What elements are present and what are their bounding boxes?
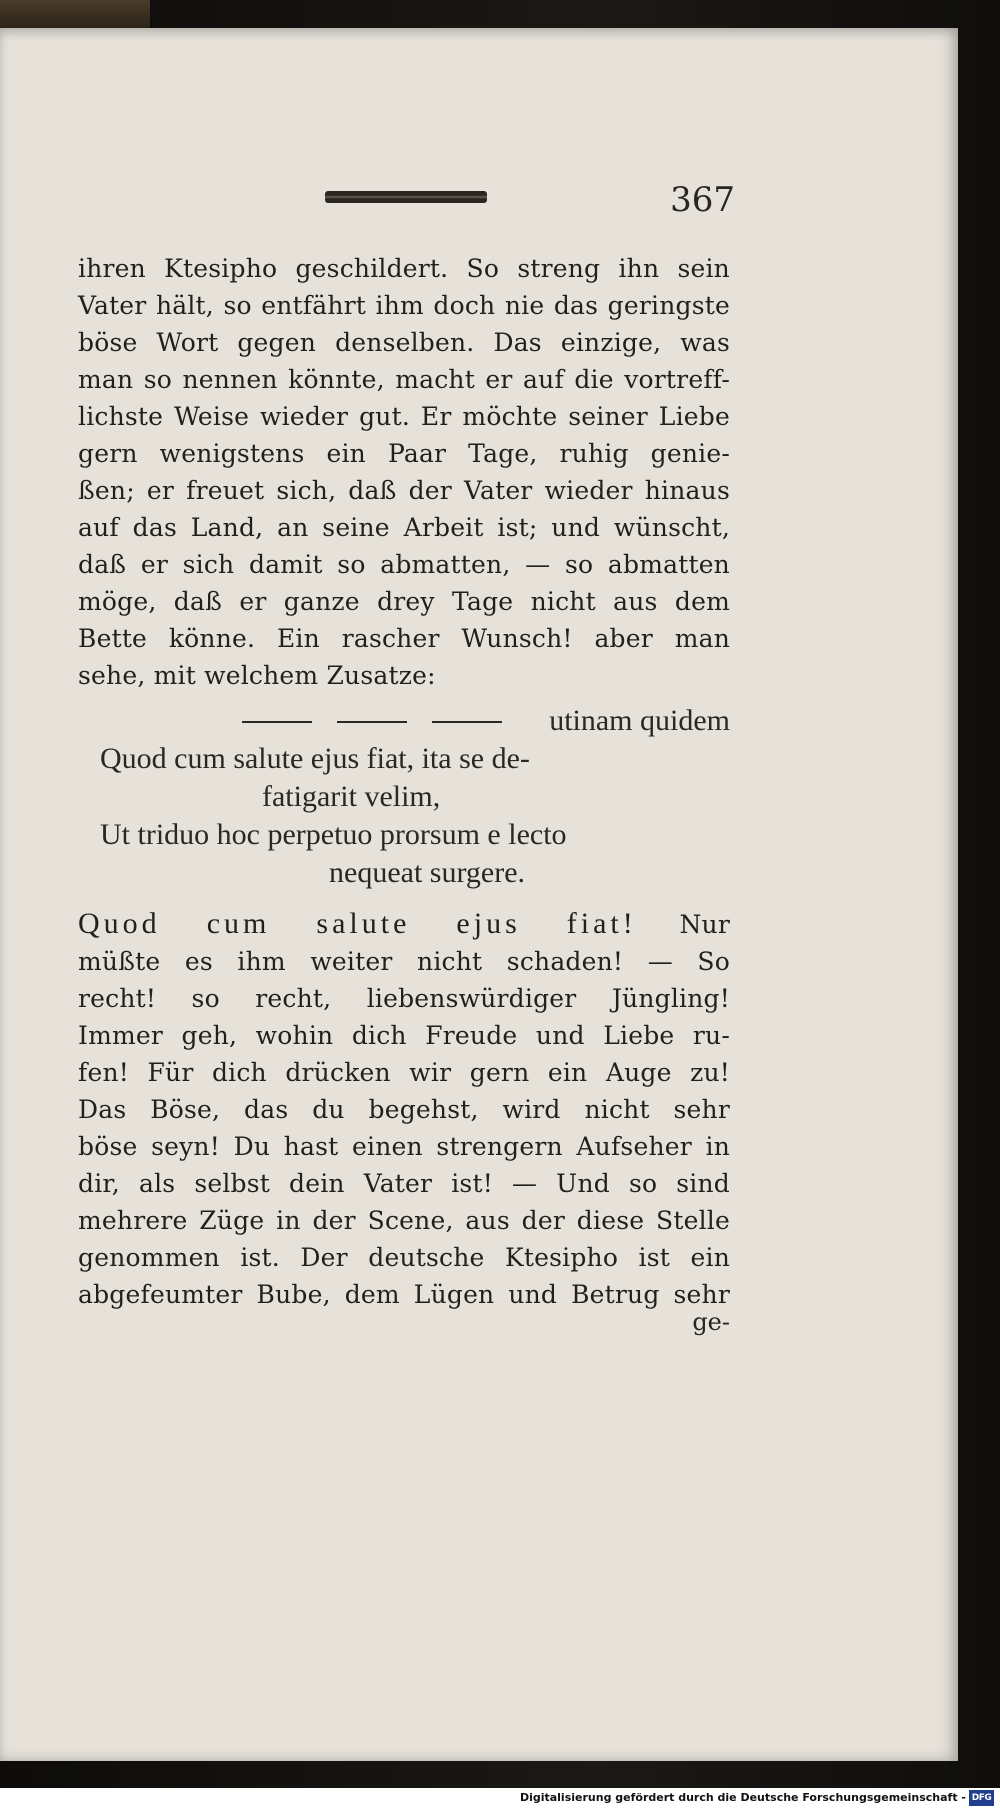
text-line: auf das Land, an seine Arbeit ist; und wünscht, [78,513,730,542]
text-line: böse Wort gegen denselben. Das einzige, was [78,328,730,357]
text-line: gern wenigstens ein Paar Tage, ruhig genie- [78,439,730,468]
catchword: ge- [692,1308,730,1336]
verse-line: Quod cum salute ejus fiat, ita se de- [100,742,530,775]
text-line: sehe, mit welchem Zusatze: [78,661,436,690]
book-binding-edge [0,0,150,30]
text-line: Das Böse, das du begehst, wird nicht sehr [78,1095,730,1124]
page-number: 367 [670,180,735,220]
text-line: daß er sich damit so abmatten, — so abmatten [78,550,730,579]
text-line: fen! Für dich drücken wir gern ein Auge zu! [78,1058,730,1087]
text-line: Bette könne. Ein rascher Wunsch! aber man [78,624,730,653]
verse-text: utinam quidem [549,704,730,737]
verse-line [100,702,730,740]
verse-line: Ut triduo hoc perpetuo prorsum e lecto [100,818,567,851]
text-line: ßen; er freuet sich, daß der Vater wieder hinaus [78,476,730,505]
omission-dashes [242,721,542,725]
text-fragment: Nur [679,910,730,939]
text-line: man so nennen könnte, macht er auf die vortreff- [78,365,730,394]
text-line: lichste Weise wieder gut. Er möchte seiner Liebe [78,402,730,431]
body-text-upper [78,250,730,694]
text-line: ihren Ktesipho geschildert. So streng ihn sein [78,254,730,283]
text-line: Immer geh, wohin dich Freude und Liebe ru- [78,1021,730,1050]
text-line: dir, als selbst dein Vater ist! — Und so sind [78,1169,730,1198]
body-text-lower [78,905,730,1313]
funding-credit: Digitalisierung gefördert durch die Deutsche Forschungsgemeinschaft - [519,1791,966,1804]
latin-citation: Quod cum salute ejus fiat! [78,907,637,940]
text-line: böse seyn! Du hast einen strengern Aufseher in [78,1132,730,1161]
text-line: müßte es ihm weiter nicht schaden! — So [78,947,730,976]
text-line: möge, daß er ganze drey Tage nicht aus dem [78,587,730,616]
text-line: genommen ist. Der deutsche Ktesipho ist ein [78,1243,730,1272]
header-ornament-rule [325,191,487,203]
dfg-logo: DFG [969,1790,994,1806]
latin-verse-quote [100,702,730,892]
text-line: Vater hält, so entfährt ihm doch nie das geringste [78,291,730,320]
verse-line: fatigarit velim, [262,780,441,813]
verse-line: nequeat surgere. [329,856,526,889]
text-line: abgefeumter Bube, dem Lügen und Betrug sehr [78,1280,730,1309]
text-line [78,905,730,943]
text-line: mehrere Züge in der Scene, aus der diese Stelle [78,1206,730,1235]
text-line: recht! so recht, liebenswürdiger Jüngling! [78,984,730,1013]
